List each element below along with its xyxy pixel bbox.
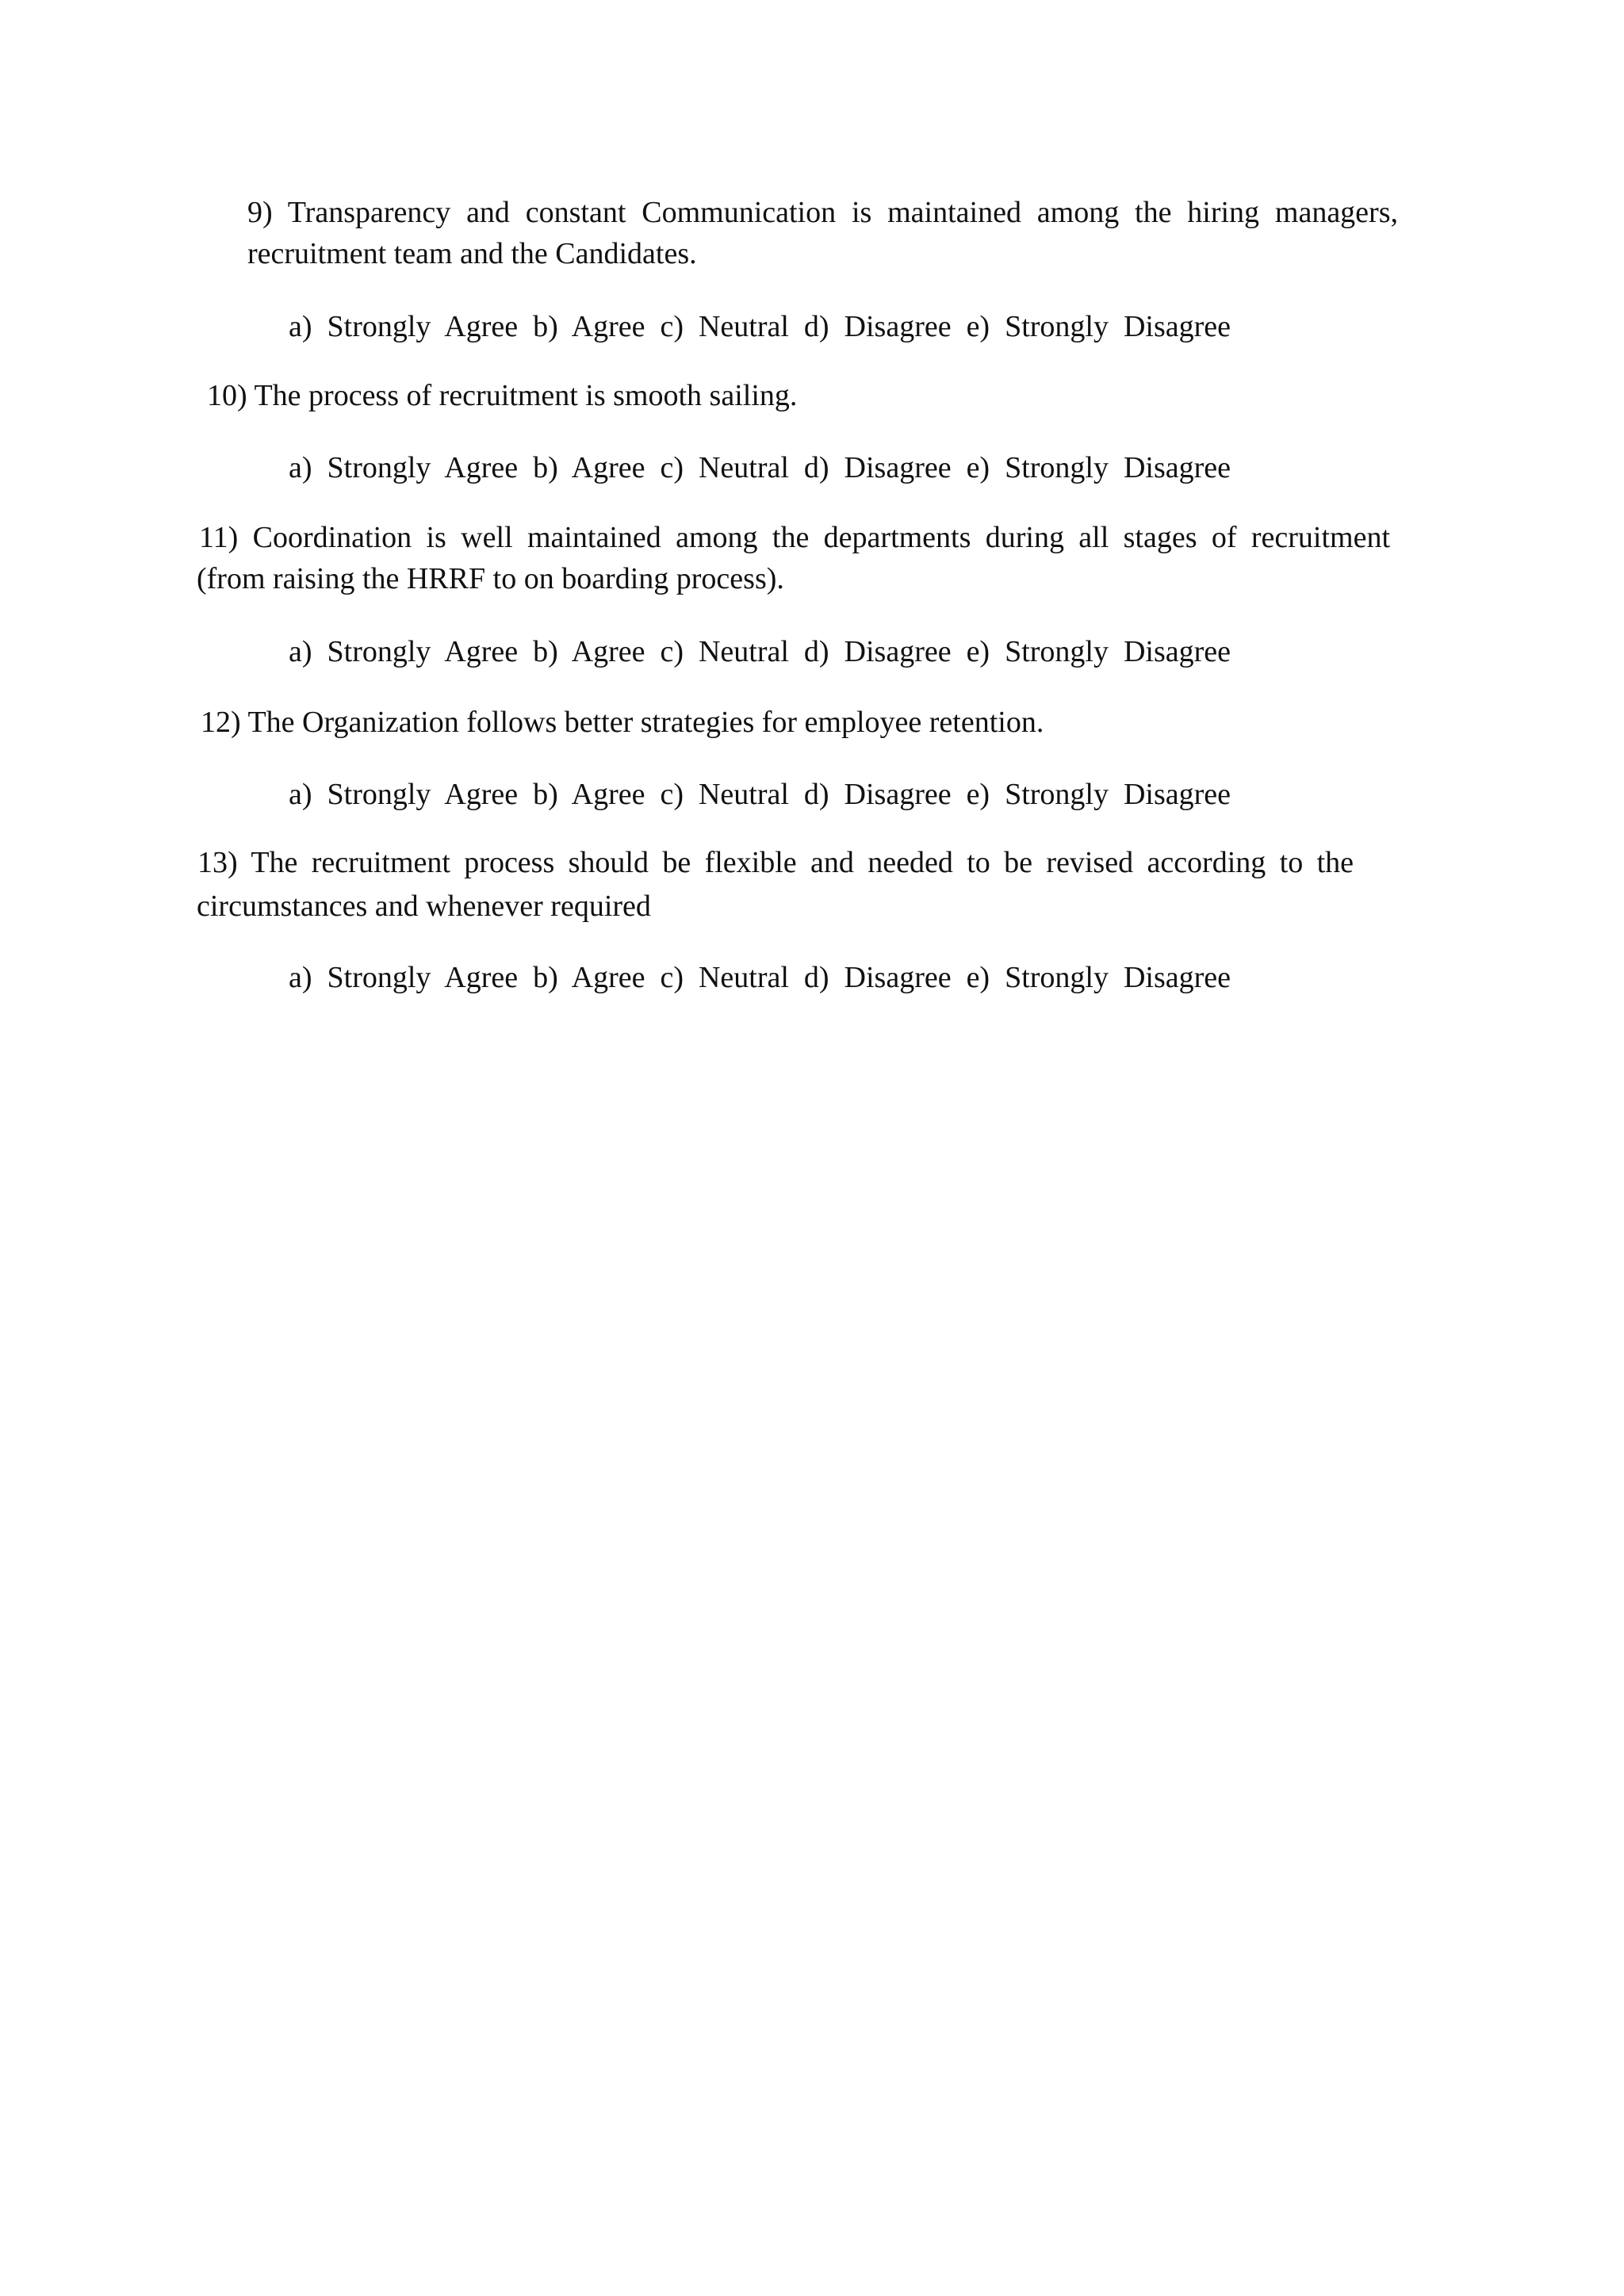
question-11-options: a) Strongly Agree b) Agree c) Neutral d) Disagree e) Strongly Disagree (289, 635, 1231, 668)
question-13-options: a) Strongly Agree b) Agree c) Neutral d) Disagree e) Strongly Disagree (289, 961, 1231, 994)
question-12-options: a) Strongly Agree b) Agree c) Neutral d) Disagree e) Strongly Disagree (289, 778, 1231, 811)
question-9-text-line-2: recruitment team and the Candidates. (247, 237, 697, 270)
question-11-text-line-2: (from raising the HRRF to on boarding process). (197, 562, 784, 595)
question-11-text-line-1: 11) Coordination is well maintained among the departments during all stages of recruitment (199, 521, 1390, 554)
question-13-text-line-2: circumstances and whenever required (197, 890, 651, 923)
question-10-text-line-1: 10) The process of recruitment is smooth sailing. (207, 379, 798, 412)
question-9-text-line-1: 9) Transparency and constant Communication is maintained among the hiring managers, (247, 196, 1398, 229)
question-9-options: a) Strongly Agree b) Agree c) Neutral d) Disagree e) Strongly Disagree (289, 310, 1231, 343)
question-10-options: a) Strongly Agree b) Agree c) Neutral d) Disagree e) Strongly Disagree (289, 451, 1231, 484)
question-12-text-line-1: 12) The Organization follows better strategies for employee retention. (201, 706, 1044, 739)
question-13-text-line-1: 13) The recruitment process should be flexible and needed to be revised according to the (197, 846, 1354, 879)
